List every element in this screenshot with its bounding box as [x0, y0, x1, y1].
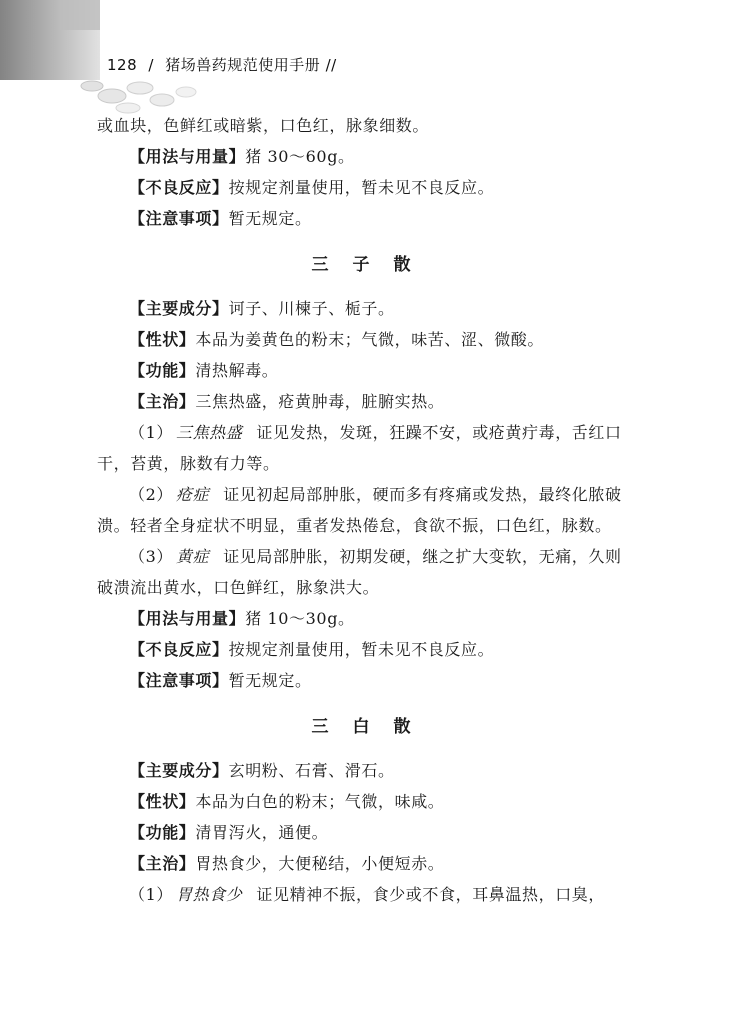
item-number: （2）	[129, 485, 173, 504]
ingredients-label: 【主要成分】	[129, 299, 229, 318]
section-title-sanbaisan: 三白散	[311, 717, 435, 737]
function-paragraph	[97, 817, 625, 848]
function-paragraph	[97, 355, 625, 386]
section-title-sanzisan: 三子散	[311, 255, 435, 275]
ingredients-text: 诃子、川楝子、栀子。	[228, 299, 395, 318]
properties-paragraph	[97, 786, 625, 817]
adverse-paragraph	[97, 634, 625, 665]
usage-text: 猪 10～30g。	[245, 609, 355, 628]
page-number: 128	[107, 56, 138, 74]
properties-paragraph	[97, 324, 625, 355]
usage-label: 【用法与用量】	[129, 609, 246, 628]
usage-text: 猪 30～60g。	[245, 147, 355, 166]
notes-label: 【注意事项】	[129, 671, 229, 690]
indications-paragraph	[97, 386, 625, 417]
item-term: 三焦热盛	[175, 423, 243, 442]
notes-paragraph	[97, 203, 625, 234]
indications-paragraph	[97, 848, 625, 879]
header-separator-right: //	[325, 56, 337, 74]
item-number: （1）	[129, 885, 173, 904]
indication-item	[97, 879, 625, 910]
usage-label: 【用法与用量】	[129, 147, 246, 166]
item-number: （3）	[129, 547, 173, 566]
item-term: 疮症	[175, 485, 210, 504]
item-text: 证见发热，发斑，狂躁不安，或疮黄疔毒，舌红口干，苔黄，脉数有力等。	[97, 423, 622, 473]
properties-label: 【性状】	[129, 792, 196, 811]
book-title: 猪场兽药规范使用手册	[165, 56, 321, 74]
item-text: 证见精神不振，食少或不食，耳鼻温热，口臭，	[256, 885, 605, 904]
indication-item	[97, 541, 625, 603]
indications-text: 胃热食少，大便秘结，小便短赤。	[195, 854, 445, 873]
notes-text: 暂无规定。	[228, 671, 312, 690]
notes-label: 【注意事项】	[129, 209, 229, 228]
adverse-label: 【不良反应】	[129, 640, 229, 659]
function-label: 【功能】	[129, 361, 196, 380]
adverse-text: 按规定剂量使用，暂未见不良反应。	[228, 640, 495, 659]
running-header	[107, 54, 337, 75]
function-text: 清胃泻火，通便。	[195, 823, 329, 842]
usage-paragraph	[97, 141, 625, 172]
usage-paragraph	[97, 603, 625, 634]
function-text: 清热解毒。	[195, 361, 279, 380]
item-term: 胃热食少	[175, 885, 243, 904]
function-label: 【功能】	[129, 823, 196, 842]
indications-label: 【主治】	[129, 854, 196, 873]
adverse-text: 按规定剂量使用，暂未见不良反应。	[228, 178, 495, 197]
indications-label: 【主治】	[129, 392, 196, 411]
header-separator: /	[148, 56, 154, 74]
indication-item	[97, 417, 625, 479]
ingredients-text: 玄明粉、石膏、滑石。	[228, 761, 395, 780]
properties-text: 本品为姜黄色的粉末；气微，味苦、涩、微酸。	[195, 330, 545, 349]
properties-label: 【性状】	[129, 330, 196, 349]
ingredients-paragraph	[97, 293, 625, 324]
adverse-label: 【不良反应】	[129, 178, 229, 197]
item-text: 证见局部肿胀，初期发硬，继之扩大变软，无痛，久则破溃流出黄水，口色鲜红，脉象洪大。	[97, 547, 622, 597]
indication-item	[97, 479, 625, 541]
notes-paragraph	[97, 665, 625, 696]
notes-text: 暂无规定。	[228, 209, 312, 228]
item-text: 证见初起局部肿胀，硬而多有疼痛或发热，最终化脓破溃。轻者全身症状不明显，重者发热倦怠，食欲不振，口色红，脉数。	[97, 485, 622, 535]
item-number: （1）	[129, 423, 173, 442]
page-body	[97, 110, 625, 910]
ingredients-label: 【主要成分】	[129, 761, 229, 780]
ingredients-paragraph	[97, 755, 625, 786]
continuation-text: 或血块，色鲜红或暗紫，口色红，脉象细数。	[97, 116, 430, 135]
adverse-paragraph	[97, 172, 625, 203]
item-term: 黄症	[175, 547, 210, 566]
properties-text: 本品为白色的粉末；气微，味咸。	[195, 792, 445, 811]
indications-text: 三焦热盛，疮黄肿毒，脏腑实热。	[195, 392, 445, 411]
